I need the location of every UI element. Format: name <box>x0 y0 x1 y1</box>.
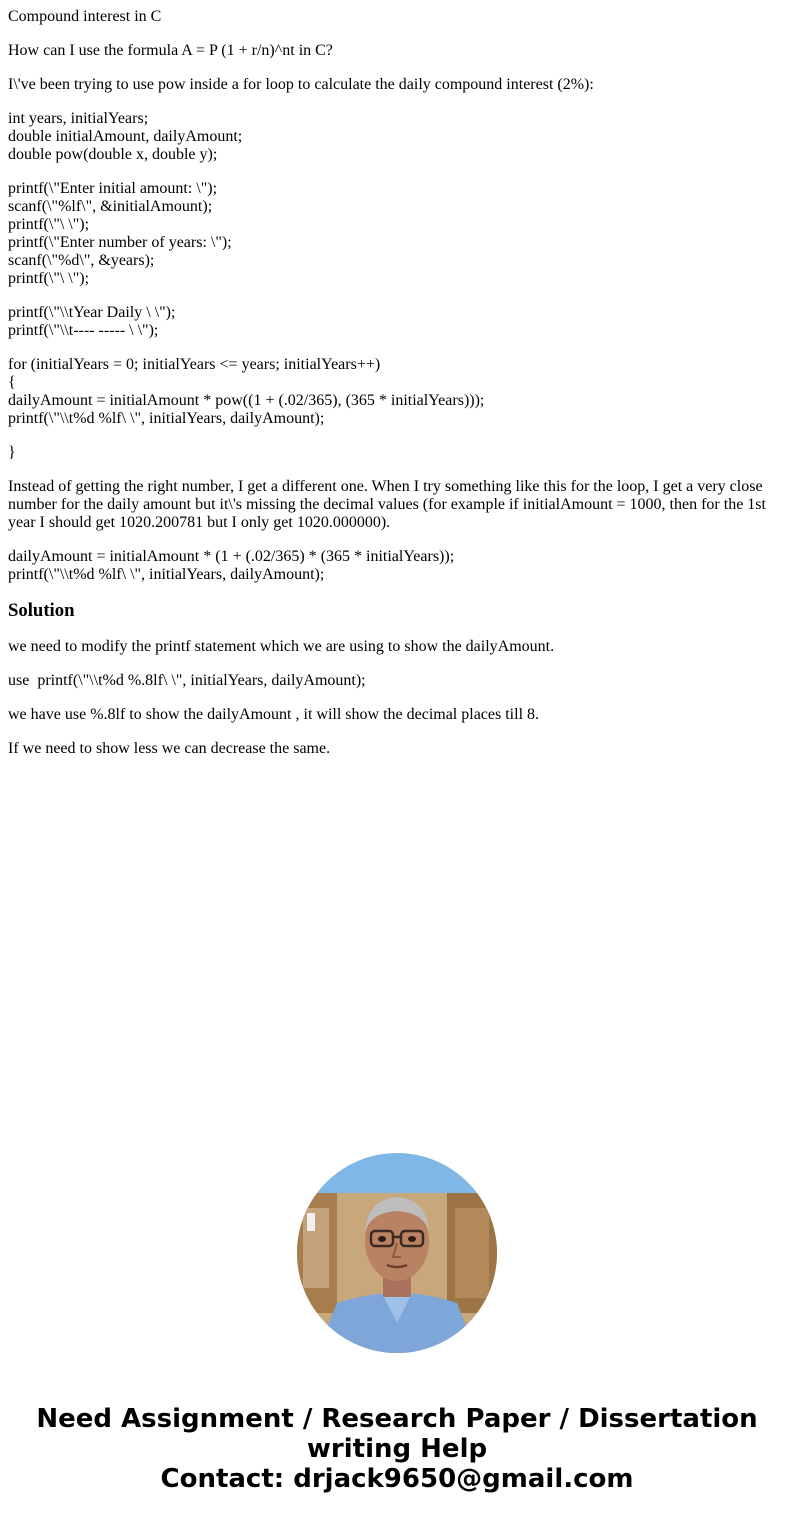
problem-description: Instead of getting the right number, I get a different one. When I try something like this for the loop, I get a very close number for the daily amount but it\'s missing the decimal values (for example if initialAmount = 1000, then for the 1st year I should get 1020.200781 but I only get 1020.000000). <box>8 478 770 531</box>
code-alternative: dailyAmount = initialAmount * (1 + (.02/365) * (365 * initialYears)); printf(\"\\t%d %lf\ \", initialYears, dailyAmount); <box>8 548 455 583</box>
code-declarations: int years, initialYears; double initialAmount, dailyAmount; double pow(double x, double y); <box>8 110 243 163</box>
code-header: printf(\"\\tYear Daily \ \"); printf(\"\\t---- ----- \ \"); <box>8 304 176 339</box>
promo-contact: Contact: drjack9650@gmail.com <box>160 1464 634 1494</box>
solution-line-2: use printf(\"\\t%d %.8lf\ \", initialYears, dailyAmount); <box>8 672 366 689</box>
code-loop: for (initialYears = 0; initialYears <= years; initialYears++) { dailyAmount = initialAmount * pow((1 + (.02/365), (365 * initialYears))); printf(\"\\t%d %lf\ \", initialYears, dailyAmount); <box>8 356 485 427</box>
question-intro: I\'ve been trying to use pow inside a for loop to calculate the daily compound interest (2%): <box>8 76 594 93</box>
solution-line-4: If we need to show less we can decrease the same. <box>8 740 331 757</box>
question-title: Compound interest in C <box>8 8 162 25</box>
promo-line-2: writing Help <box>306 1434 488 1464</box>
solution-line-1: we need to modify the printf statement which we are using to show the dailyAmount. <box>8 638 555 655</box>
code-close: } <box>8 444 16 461</box>
promo-footer <box>0 1404 794 1494</box>
code-input: printf(\"Enter initial amount: \"); scanf(\"%lf\", &initialAmount); printf(\"\ \"); printf(\"Enter number of years: \"); scanf(\"%d\", &years); printf(\"\ \"); <box>8 180 232 287</box>
question-subtitle: How can I use the formula A = P (1 + r/n)^nt in C? <box>8 42 333 59</box>
solution-line-3: we have use %.8lf to show the dailyAmount , it will show the decimal places till 8. <box>8 706 540 723</box>
avatar <box>297 1153 497 1353</box>
promo-line-1: Need Assignment / Research Paper / Dissertation <box>36 1404 758 1434</box>
author-portrait <box>297 1153 497 1353</box>
solution-heading: Solution <box>8 600 75 621</box>
document-content <box>8 8 778 774</box>
